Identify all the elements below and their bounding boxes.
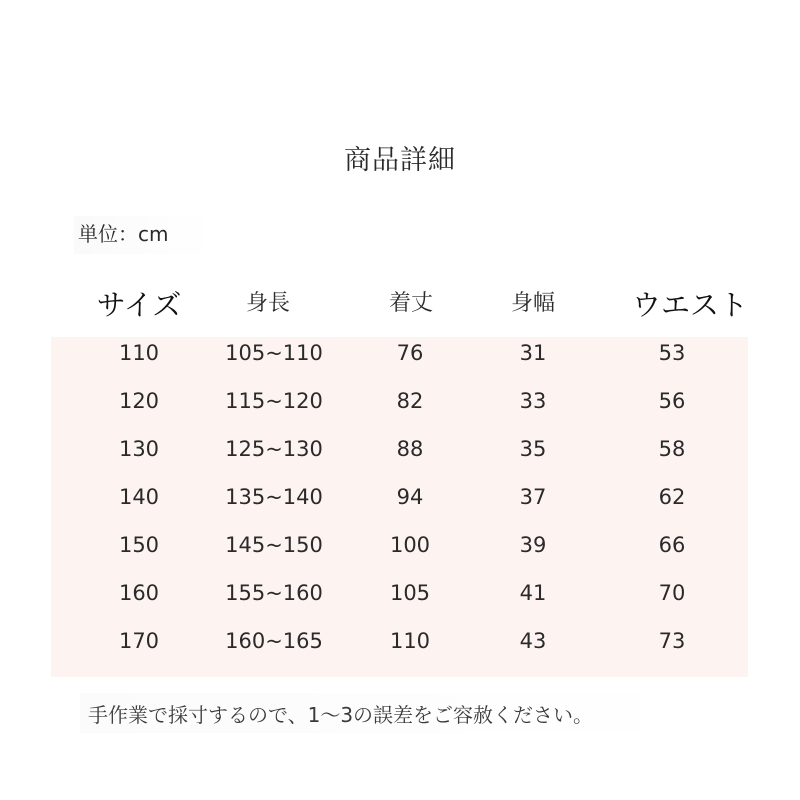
cell-length: 88: [396, 437, 424, 461]
cell-waist: 70: [658, 581, 686, 605]
cell-height: 135~140: [225, 485, 323, 509]
cell-size: 110: [118, 341, 160, 365]
cell-length: 110: [389, 629, 431, 653]
cell-width: 31: [519, 341, 547, 365]
cell-height: 145~150: [225, 533, 323, 557]
cell-height: 125~130: [225, 437, 323, 461]
cell-size: 140: [118, 485, 160, 509]
header-size: サイズ: [96, 288, 182, 322]
cell-length: 76: [396, 341, 424, 365]
cell-width: 39: [519, 533, 547, 557]
header-length: 着丈: [388, 291, 434, 316]
cell-length: 105: [389, 581, 431, 605]
cell-height: 155~160: [225, 581, 323, 605]
cell-waist: 58: [658, 437, 686, 461]
cell-length: 94: [396, 485, 424, 509]
page-title: 商品詳細: [344, 145, 456, 176]
measurement-note: 手作業で採寸するので、1〜3の誤差をご容赦ください。: [88, 703, 594, 727]
cell-size: 130: [118, 437, 160, 461]
cell-width: 43: [519, 629, 547, 653]
cell-waist: 62: [658, 485, 686, 509]
cell-width: 37: [519, 485, 547, 509]
cell-width: 41: [519, 581, 547, 605]
cell-waist: 73: [658, 629, 686, 653]
cell-width: 33: [519, 389, 547, 413]
cell-waist: 53: [658, 341, 686, 365]
cell-waist: 56: [658, 389, 686, 413]
header-width: 身幅: [510, 291, 556, 316]
cell-height: 115~120: [225, 389, 323, 413]
header-height: 身長: [245, 291, 291, 316]
cell-length: 82: [396, 389, 424, 413]
unit-label: 単位：cm: [78, 222, 169, 246]
cell-size: 170: [118, 629, 160, 653]
cell-size: 160: [118, 581, 160, 605]
unit-label-box: [74, 216, 216, 254]
cell-length: 100: [389, 533, 431, 557]
cell-size: 150: [118, 533, 160, 557]
header-waist: ウエスト: [631, 288, 749, 322]
cell-waist: 66: [658, 533, 686, 557]
measurement-note-box: [80, 693, 702, 733]
cell-size: 120: [118, 389, 160, 413]
cell-height: 105~110: [225, 341, 323, 365]
cell-width: 35: [519, 437, 547, 461]
cell-height: 160~165: [225, 629, 323, 653]
